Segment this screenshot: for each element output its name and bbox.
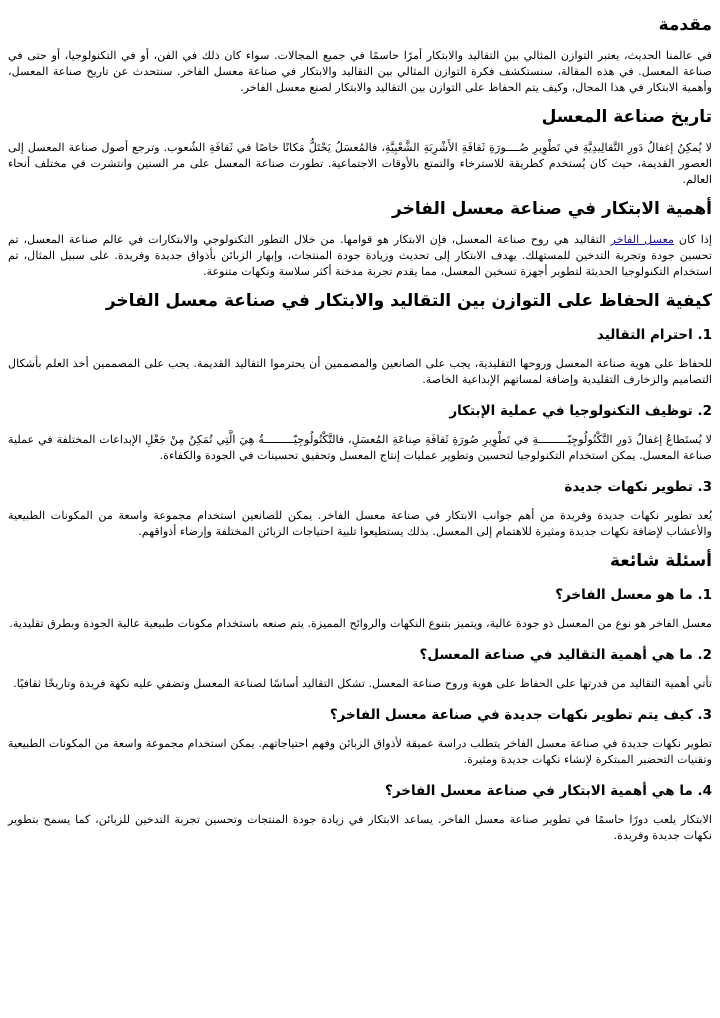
faq-answer: معسل الفاخر هو نوع من المعسل ذو جودة عالية، ويتميز بتنوع النكهات والروائح المميزة. يتم صنعه باستخدام مكونات طبيعية عالية الجودة وبطرق تقليدية. — [9, 617, 712, 630]
faq-heading: أسئلة شائعة — [609, 551, 712, 571]
faq-question: 4. ما هي أهمية الابتكار في صناعة معسل الفاخر؟ — [384, 783, 712, 799]
balance-item-title: 3. تطوير نكهات جديدة — [564, 479, 712, 495]
importance-heading: أهمية الابتكار في صناعة معسل الفاخر — [392, 199, 712, 219]
history-paragraph: لا يُمكِنُ إغفالُ دَورِ التَّقالِيدِيَّةِ في تَطْوِيرِ صُــــورَةِ ثَقافَةِ الأَشْرِبَةِ الشَّعْبِيَّةِ، فالمُعسَلُ يَحْتَلُّ مَكانًا خاصًا في ثَقافَةِ الشُعوب. وترجع أصول صناعة المعسل إلى العصور القديمة، حيث كان يُستخدم كطريقة للاسترخاء والتمتع بالأوقات الاجتماعية. تطورت صناعة المعسل على مر السنين وانتشرت في مختلف أنحاء العالم. — [8, 141, 712, 186]
intro-section — [8, 14, 712, 96]
balance-item-title: 1. احترام التقاليد — [596, 327, 712, 343]
faq-section — [8, 550, 712, 844]
balance-item-text: يُعد تطوير نكهات جديدة وفريدة من أهم جوانب الابتكار في صناعة معسل الفاخر. يمكن للصانعين استخدام مجموعة واسعة من المكونات الطبيعية والأعشاب لإضافة نكهات جديدة ومثيرة للاهتمام إلى المعسل. بذلك يستطيعوا تلبية احتياجات الزبائن المختلفة وإرضاء أذواقهم. — [8, 509, 712, 538]
faq-answer: تطوير نكهات جديدة في صناعة معسل الفاخر يتطلب دراسة عميقة لأذواق الزبائن وفهم احتياجاتهم. يمكن استخدام مجموعة واسعة من المكونات الطبيعية وتقنيات التحضير المبتكرة لإنشاء نكهات جديدة ومثيرة. — [8, 737, 712, 766]
faq-question: 2. ما هي أهمية التقاليد في صناعة المعسل؟ — [419, 647, 712, 663]
faq-answer: تأتي أهمية التقاليد من قدرتها على الحفاظ على هوية وروح صناعة المعسل. تشكل التقاليد أساسًا لصناعة المعسل وتضفي عليه نكهة فريدة وتاريخًا ثقافيًا. — [13, 677, 712, 690]
history-section — [8, 106, 712, 188]
product-link[interactable]: معسل الفاخر — [610, 233, 674, 246]
balance-item-title: 2. توظيف التكنولوجيا في عملية الإبتكار — [449, 403, 712, 419]
balance-item-text: لا يُستَطاعُ إغفالُ دَورِ التَّكْنُولُوجِيّـــــــــةِ في تَطْوِيرِ صُورَةِ ثَقافَةِ صِناعَةِ المُعسَلِ، فالتَّكْنُولُوجِيّـــــــــةُ هِيَ الَّتِي تُمَكِنُ مِنْ جَعْلِ الإبداعات المختلفة في عملية صناعة المعسل. يمكن استخدام التكنولوجيا لتحسين وتطوير عمليات إنتاج المعسل وتحقيق تحسينات في الجودة والكفاءة. — [8, 433, 712, 462]
importance-text-start: إذا كان — [674, 233, 712, 246]
balance-section — [8, 290, 712, 540]
importance-text-rest: التقاليد هي روح صناعة المعسل، فإن الابتكار هو قوامها. من خلال التطور التكنولوجي والابتكارات في عالم صناعة المعسل، تم تحسين جودة وتجربة التدخين للمستهلك. يهدف الابتكار إلى تحديث وزيادة جودة المنتجات، وإبهار الزبائن بأذواق جديدة وفريدة. على سبيل المثال، تم استخدام التكنولوجيا الحديثة لتطوير أجهزة تسخين المعسل، مما يقدم تجربة مدخنة أكثر سلاسة ونكهات متنوعة. — [8, 233, 712, 278]
importance-paragraph — [8, 232, 712, 280]
intro-paragraph: في عالمنا الحديث، يعتبر التوازن المثالي بين التقاليد والابتكار أمرًا حاسمًا في جميع المجالات. سواء كان ذلك في الفن، أو في التكنولوجيا، أو حتى في صناعة المعسل. في هذه المقالة، سنستكشف فكرة التوازن المثالي بين التقاليد والابتكار في صناعة معسل الفاخر. سنتحدث عن تاريخ صناعة المعسل، وأهمية الابتكار في هذا المجال، وكيف يتم الحفاظ على التوازن بين التقاليد والابتكار لصنع معسل الفاخر. — [8, 49, 712, 94]
intro-heading: مقدمة — [658, 15, 712, 35]
faq-question: 3. كيف يتم تطوير نكهات جديدة في صناعة معسل الفاخر؟ — [329, 707, 712, 723]
faq-question: 1. ما هو معسل الفاخر؟ — [555, 587, 712, 603]
history-heading: تاريخ صناعة المعسل — [541, 107, 712, 127]
importance-section — [8, 198, 712, 280]
balance-heading: كيفية الحفاظ على التوازن بين التقاليد والابتكار في صناعة معسل الفاخر — [105, 291, 712, 311]
faq-answer: الابتكار يلعب دورًا حاسمًا في تطوير صناعة معسل الفاخر. يساعد الابتكار في زيادة جودة المنتجات وتحسين تجربة التدخين للزبائن، كما يسمح بتطوير نكهات جديدة وفريدة. — [8, 813, 712, 842]
balance-item-text: للحفاظ على هوية صناعة المعسل وروحها التقليدية، يجب على الصانعين والمصممين أن يحترموا التقاليد القديمة. يجب على المصممين أخذ العلم بأشكال التصاميم والزخارف التقليدية وإضافة لمساتهم الإبداعية الخاصة. — [8, 357, 712, 386]
